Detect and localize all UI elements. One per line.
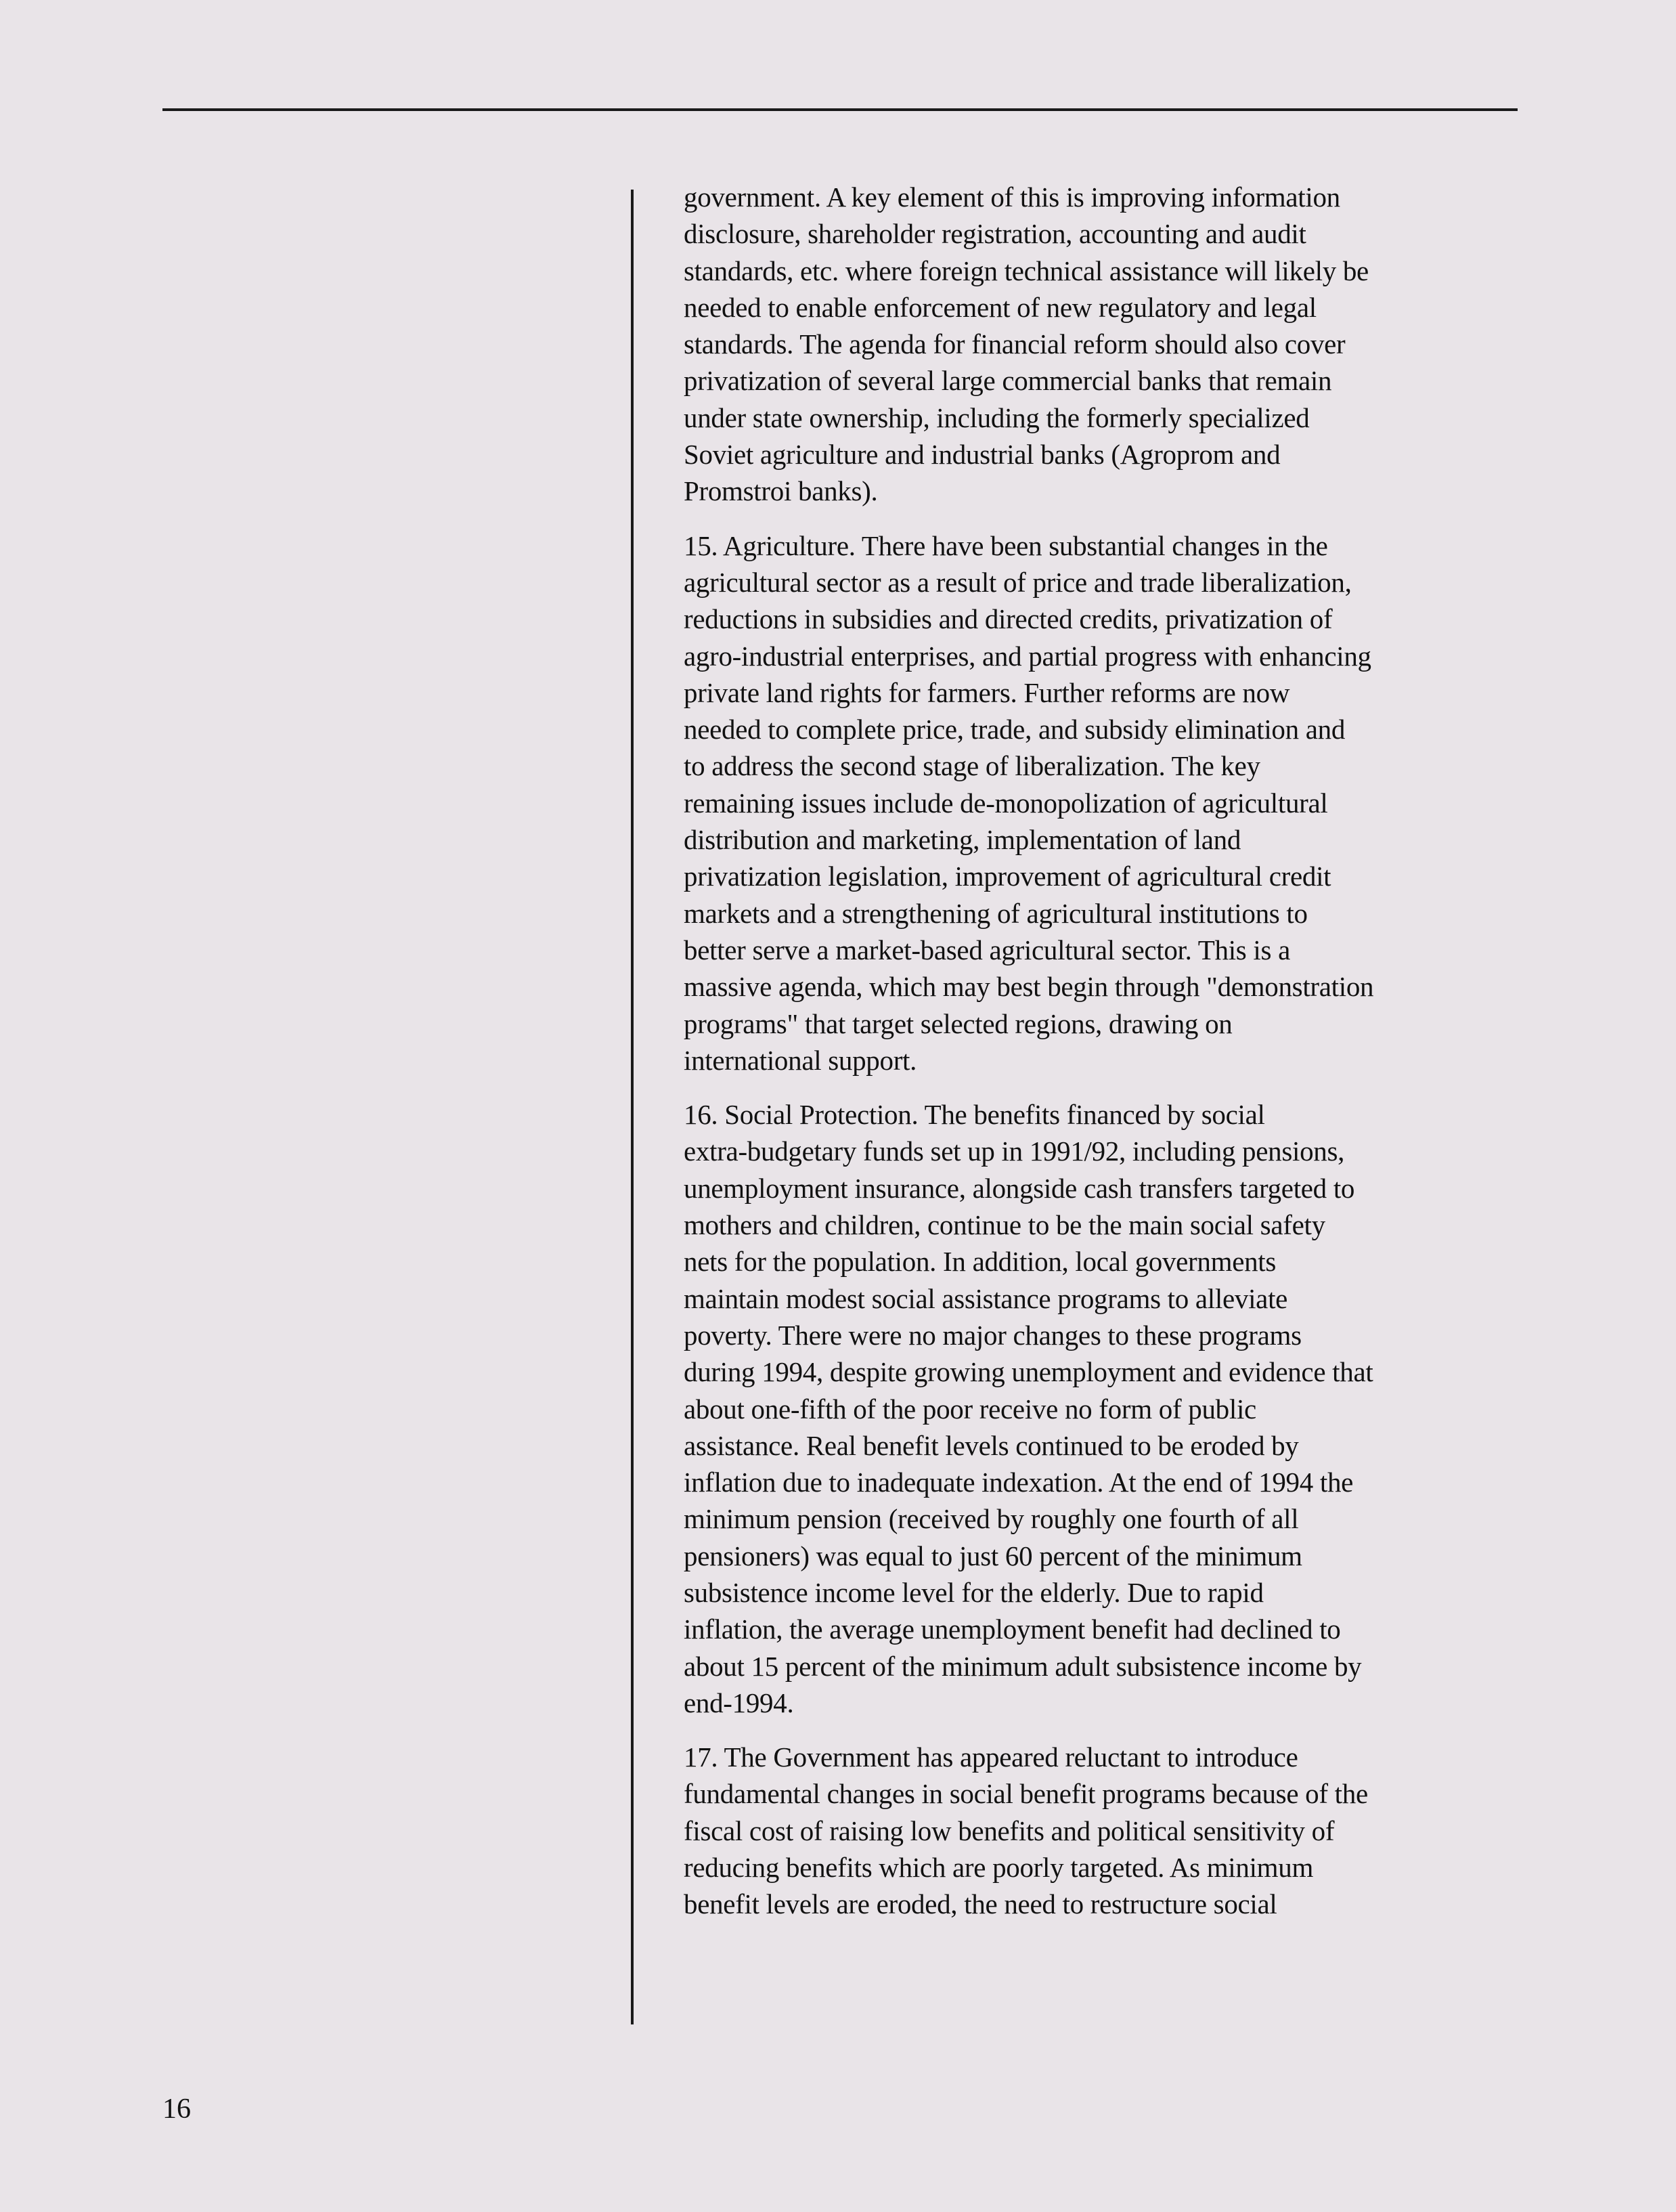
text-line: standards, etc. where foreign technical assistance will likely be: [684, 255, 1369, 286]
text-line: needed to complete price, trade, and subsidy elimination and: [684, 714, 1346, 745]
text-line: about 15 percent of the minimum adult subsistence income by: [684, 1650, 1362, 1682]
text-line: subsistence income level for the elderly. Due to rapid: [684, 1576, 1264, 1608]
text-line: maintain modest social assistance programs to alleviate: [684, 1282, 1288, 1314]
text-line: 15. Agriculture. There have been substantial changes in the: [684, 529, 1328, 561]
text-line: international support.: [684, 1044, 917, 1076]
text-line: about one-fifth of the poor receive no form of public: [684, 1393, 1256, 1425]
text-line: extra-budgetary funds set up in 1991/92, including pensions,: [684, 1135, 1345, 1167]
text-line: reductions in subsidies and directed credits, privatization of: [684, 603, 1333, 635]
paragraph-social-protection: [684, 1096, 1520, 1721]
text-line: remaining issues include de-monopolization of agricultural: [684, 787, 1328, 819]
text-line: markets and a strengthening of agricultural institutions to: [684, 897, 1308, 929]
text-line: 16. Social Protection. The benefits financed by social: [684, 1099, 1265, 1131]
text-line: needed to enable enforcement of new regulatory and legal: [684, 291, 1317, 323]
column-divider: [631, 190, 634, 2024]
text-line: privatization of several large commercial banks that remain: [684, 365, 1332, 397]
text-line: end-1994.: [684, 1687, 794, 1718]
text-line: privatization legislation, improvement of agricultural credit: [684, 861, 1331, 892]
text-column: [684, 179, 1520, 1940]
text-line: minimum pension (received by roughly one fourth of all: [684, 1503, 1299, 1535]
text-line: fundamental changes in social benefit programs because of the: [684, 1778, 1368, 1810]
paragraph-agriculture: [684, 527, 1520, 1079]
text-line: under state ownership, including the formerly specialized: [684, 402, 1310, 433]
page-number: 16: [162, 2094, 191, 2125]
text-line: private land rights for farmers. Further reforms are now: [684, 676, 1290, 708]
text-line: poverty. There were no major changes to these programs: [684, 1319, 1302, 1351]
text-line: Soviet agriculture and industrial banks (Agroprom and: [684, 439, 1281, 471]
text-line: during 1994, despite growing unemployment and evidence that: [684, 1356, 1373, 1388]
text-line: assistance. Real benefit levels continued to be eroded by: [684, 1429, 1299, 1461]
text-line: agricultural sector as a result of price and trade liberalization,: [684, 566, 1352, 598]
text-line: Promstroi banks).: [684, 475, 878, 507]
text-line: unemployment insurance, alongside cash transfers targeted to: [684, 1172, 1355, 1204]
text-line: pensioners) was equal to just 60 percent of the minimum: [684, 1540, 1302, 1571]
text-line: reducing benefits which are poorly targeted. As minimum: [684, 1852, 1314, 1884]
text-line: standards. The agenda for financial reform should also cover: [684, 328, 1346, 360]
text-line: to address the second stage of liberalization. The key: [684, 750, 1260, 782]
text-line: disclosure, shareholder registration, accounting and audit: [684, 218, 1306, 250]
text-line: benefit levels are eroded, the need to restructure social: [684, 1888, 1277, 1920]
text-line: programs" that target selected regions, drawing on: [684, 1007, 1233, 1039]
text-line: mothers and children, continue to be the main social safety: [684, 1209, 1325, 1241]
text-line: nets for the population. In addition, local governments: [684, 1246, 1277, 1278]
text-line: inflation due to inadequate indexation. At the end of 1994 the: [684, 1467, 1354, 1498]
header-rule: [162, 108, 1518, 111]
text-line: agro-industrial enterprises, and partial progress with enhancing: [684, 640, 1371, 672]
paragraph-government-reluctance: [684, 1739, 1520, 1922]
text-line: massive agenda, which may best begin through "demonstration: [684, 971, 1374, 1003]
paragraph-financial-reform: [684, 179, 1520, 510]
text-line: fiscal cost of raising low benefits and political sensitivity of: [684, 1815, 1335, 1846]
text-line: inflation, the average unemployment benefit had declined to: [684, 1613, 1341, 1645]
text-line: government. A key element of this is improving information: [684, 181, 1340, 213]
text-line: distribution and marketing, implementation of land: [684, 824, 1241, 856]
text-line: better serve a market-based agricultural sector. This is a: [684, 934, 1291, 966]
text-line: 17. The Government has appeared reluctant to introduce: [684, 1741, 1298, 1773]
